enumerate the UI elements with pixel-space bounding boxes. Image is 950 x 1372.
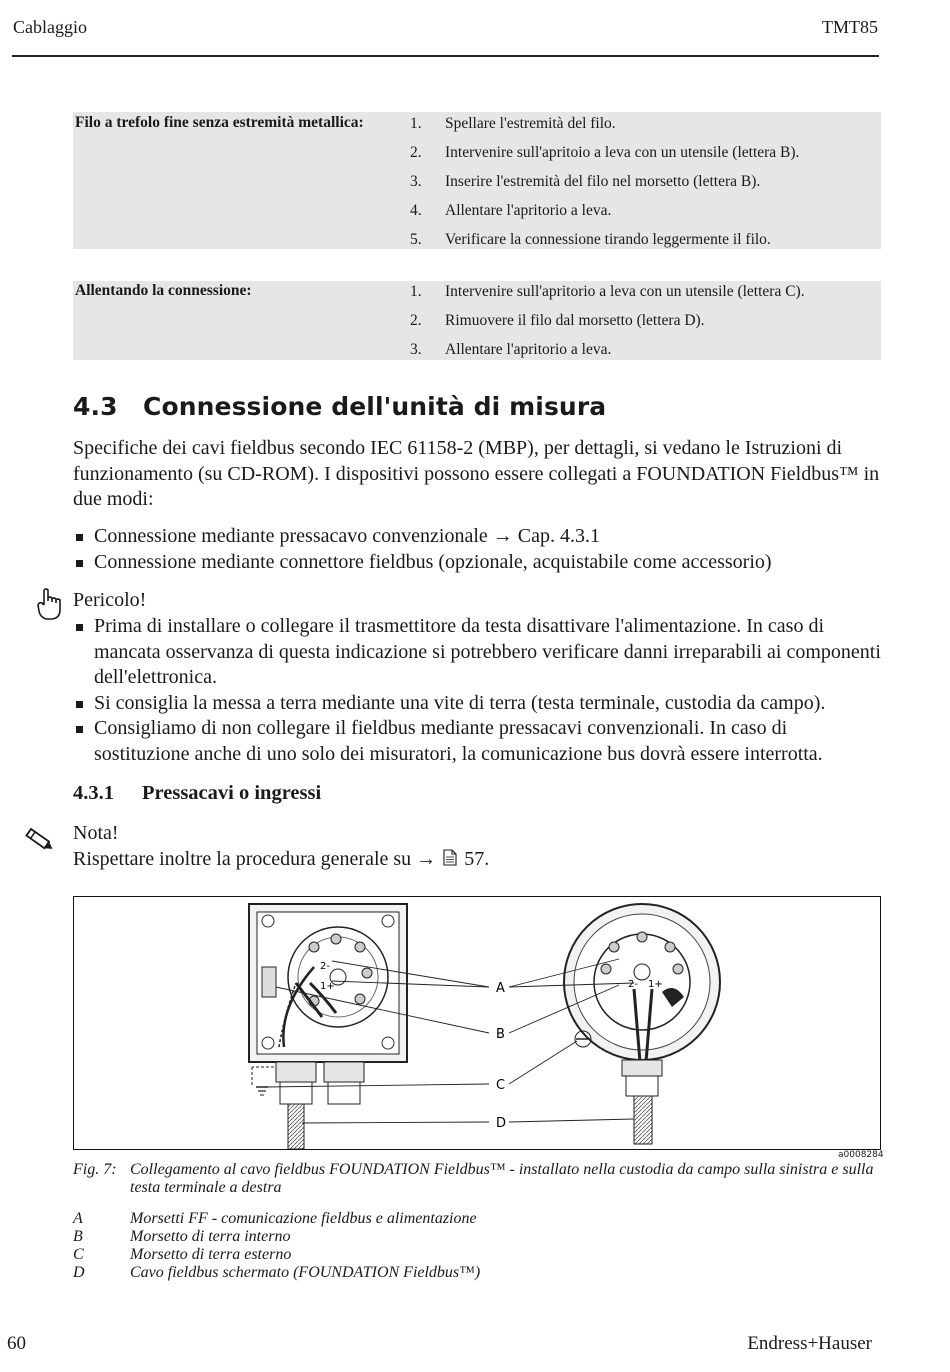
list-item: Connessione mediante connettore fieldbus (opzionale, acquistabile come accessorio) — [73, 550, 883, 576]
brand-name: Endress+Hauser — [747, 1333, 872, 1354]
step-text: Allentare l'apritorio a leva. — [445, 202, 612, 219]
danger-title: Pericolo! — [73, 589, 147, 611]
list-item: Prima di installare o collegare il trasmettitore da testa disattivare l'alimentazione. In caso di mancata osservanza di questa indicazione si potrebbero verificare danni irreparabili ai componenti dell'elettronica. — [73, 614, 883, 691]
terminal-label-minus: 2- — [320, 961, 330, 972]
terminal-label-plus: 1+ — [648, 979, 663, 990]
note-text-before: Rispettare inoltre la procedura generale su → — [73, 848, 437, 870]
legend-text: Morsetti FF - comunicazione fieldbus e alimentazione — [130, 1210, 477, 1227]
header-section: Cablaggio — [13, 17, 87, 37]
step-row — [410, 114, 616, 143]
connection-modes-list — [73, 524, 883, 575]
steps-table-wire — [73, 112, 881, 249]
caption-text: Collegamento al cavo fieldbus FOUNDATION Fieldbus™ - installato nella custodia da campo sulla sinistra e sulla testa terminale a destra — [130, 1161, 874, 1196]
wiring-diagram — [74, 897, 880, 1149]
subsection-heading — [73, 782, 321, 805]
header-rule — [12, 55, 879, 57]
callout-label: A — [496, 981, 505, 996]
step-text: Intervenire sull'apritoio a leva con un utensile (lettera B). — [445, 144, 800, 161]
figure-code: a0008284 — [838, 1150, 884, 1160]
list-item: Consigliamo di non collegare il fieldbus mediante pressacavi convenzionali. In caso di sostituzione anche di uno solo dei misuratori, la comunicazione bus dovrà essere interrotta. — [73, 716, 883, 767]
step-number: 1. — [410, 115, 422, 132]
section-number: 4.3 — [73, 392, 118, 421]
legend-key: A — [73, 1210, 83, 1227]
legend-text: Morsetto di terra interno — [130, 1228, 291, 1245]
step-number: 2. — [410, 144, 422, 161]
subsection-number: 4.3.1 — [73, 782, 114, 804]
legend-text: Cavo fieldbus schermato (FOUNDATION Fieldbus™) — [130, 1264, 481, 1281]
step-text: Intervenire sull'apritorio a leva con un utensile (lettera C). — [445, 283, 805, 300]
step-number: 3. — [410, 341, 422, 358]
step-row — [410, 143, 799, 172]
list-item: Si consiglia la messa a terra mediante una vite di terra (testa terminale, custodia da campo). — [73, 691, 883, 717]
pencil-icon — [20, 824, 56, 856]
step-row — [410, 311, 705, 340]
steps-label: Filo a trefolo fine senza estremità metallica: — [75, 114, 364, 131]
intro-paragraph: Specifiche dei cavi fieldbus secondo IEC 61158-2 (MBP), per dettagli, si vedano le Istruzioni di funzionamento (su CD-ROM). I dispositivi possono essere collegati a FOUNDATION Fieldbus™ in due modi: — [73, 437, 880, 510]
pointing-hand-icon — [36, 588, 62, 622]
step-text: Inserire l'estremità del filo nel morsetto (lettera B). — [445, 173, 761, 190]
legend-key: C — [73, 1246, 84, 1263]
step-number: 2. — [410, 312, 422, 329]
field-housing — [249, 904, 407, 1149]
steps-table-release — [73, 281, 881, 360]
wiring-figure — [73, 896, 881, 1150]
steps-label: Allentando la connessione: — [75, 282, 252, 299]
terminal-label-minus: 2- — [628, 979, 638, 990]
step-number: 3. — [410, 173, 422, 190]
note-page-ref: 57. — [464, 848, 490, 870]
step-number: 1. — [410, 283, 422, 300]
step-row — [410, 230, 771, 259]
callout-label: D — [496, 1116, 507, 1131]
step-row — [410, 282, 805, 311]
step-text: Rimuovere il filo dal morsetto (lettera D). — [445, 312, 705, 329]
legend-key: B — [73, 1228, 83, 1245]
step-row — [410, 201, 611, 230]
step-text: Allentare l'apritorio a leva. — [445, 341, 612, 358]
list-item: Connessione mediante pressacavo convenzionale → Cap. 4.3.1 — [73, 524, 883, 550]
step-text: Spellare l'estremità del filo. — [445, 115, 616, 132]
legend-key: D — [73, 1264, 85, 1281]
step-number: 5. — [410, 231, 422, 248]
callout-label: B — [496, 1027, 505, 1042]
step-row — [410, 340, 611, 369]
danger-list — [73, 614, 883, 767]
step-text: Verificare la connessione tirando leggermente il filo. — [445, 231, 771, 248]
section-heading — [73, 392, 606, 421]
step-row — [410, 172, 760, 201]
terminal-label-plus: 1+ — [320, 981, 335, 992]
subsection-title: Pressacavi o ingressi — [142, 782, 322, 804]
step-number: 4. — [410, 202, 422, 219]
header-product: TMT85 — [822, 17, 878, 37]
note-text — [73, 847, 883, 873]
terminal-head — [564, 904, 720, 1144]
page-number: 60 — [7, 1333, 26, 1354]
caption-label: Fig. 7: — [73, 1161, 117, 1178]
page-icon — [443, 849, 457, 866]
callout-label: C — [496, 1078, 506, 1093]
note-title: Nota! — [73, 822, 119, 844]
section-title: Connessione dell'unità di misura — [143, 392, 607, 421]
legend-text: Morsetto di terra esterno — [130, 1246, 292, 1263]
